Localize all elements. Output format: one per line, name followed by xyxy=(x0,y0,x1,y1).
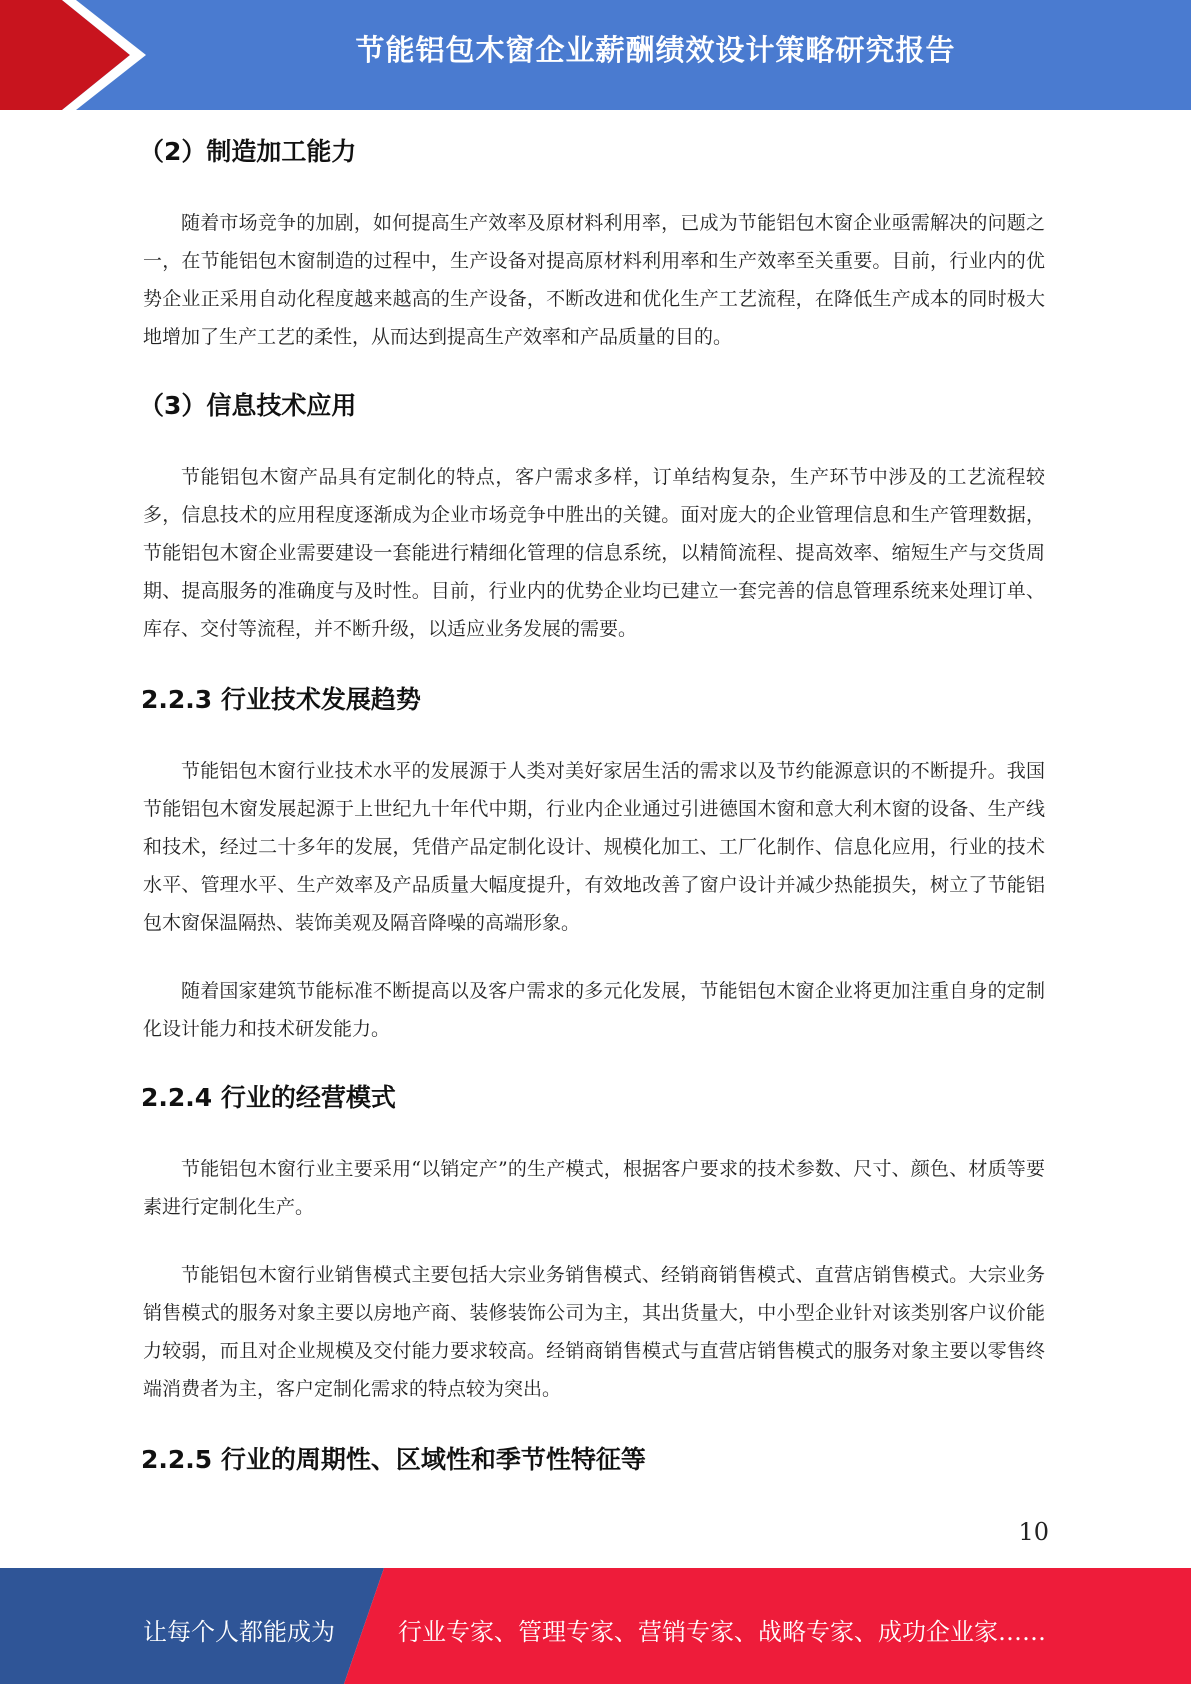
body-paragraph: 节能铝包木窗行业销售模式主要包括大宗业务销售模式、经销商销售模式、直营店销售模式。大宗业务销售模式的服务对象主要以房地产商、装修装饰公司为主，其出货量大，中小型企业针对该类别客户议价能力较弱，而且对企业规模及交付能力要求较高。经销商销售模式与直营店销售模式的服务对象主要以零售终端消费者为主，客户定制化需求的特点较为突出。 xyxy=(143,1264,1045,1400)
page-number: 10 xyxy=(1018,1518,1049,1546)
body-paragraph: 随着市场竞争的加剧，如何提高生产效率及原材料利用率，已成为节能铝包木窗企业亟需解决的问题之一，在节能铝包木窗制造的过程中，生产设备对提高原材料利用率和生产效率至关重要。目前，行业内的优势企业正采用自动化程度越来越高的生产设备，不断改进和优化生产工艺流程，在降低生产成本的同时极大地增加了生产工艺的柔性，从而达到提高生产效率和产品质量的目的。 xyxy=(143,212,1045,348)
section-heading: 2.2.5 行业的周期性、区域性和季节性特征等 xyxy=(141,1445,646,1474)
body-paragraph: 节能铝包木窗产品具有定制化的特点，客户需求多样，订单结构复杂，生产环节中涉及的工艺流程较多，信息技术的应用程度逐渐成为企业市场竞争中胜出的关键。面对庞大的企业管理信息和生产管理数据，节能铝包木窗企业需要建设一套能进行精细化管理的信息系统，以精简流程、提高效率、缩短生产与交货周期、提高服务的准确度与及时性。目前，行业内的优势企业均已建立一套完善的信息管理系统来处理订单、库存、交付等流程，并不断升级，以适应业务发展的需要。 xyxy=(143,466,1045,640)
body-paragraph: 节能铝包木窗行业主要采用“以销定产”的生产模式，根据客户要求的技术参数、尺寸、颜色、材质等要素进行定制化生产。 xyxy=(143,1158,1045,1218)
section-heading: 2.2.4 行业的经营模式 xyxy=(141,1083,396,1112)
section-heading: 2.2.3 行业技术发展趋势 xyxy=(141,685,421,714)
header-arrow-decoration xyxy=(0,0,160,110)
footer-slogan-left: 让每个人都能成为 xyxy=(143,1618,335,1646)
header-red-arrow xyxy=(0,0,130,110)
page-header xyxy=(0,0,1191,110)
section-heading: （2）制造加工能力 xyxy=(139,137,357,166)
footer-slogan-right: 行业专家、管理专家、营销专家、战略专家、成功企业家…… xyxy=(398,1618,1046,1646)
body-paragraph: 随着国家建筑节能标准不断提高以及客户需求的多元化发展，节能铝包木窗企业将更加注重自身的定制化设计能力和技术研发能力。 xyxy=(143,980,1045,1040)
body-paragraph: 节能铝包木窗行业技术水平的发展源于人类对美好家居生活的需求以及节约能源意识的不断提升。我国节能铝包木窗发展起源于上世纪九十年代中期，行业内企业通过引进德国木窗和意大利木窗的设备、生产线和技术，经过二十多年的发展，凭借产品定制化设计、规模化加工、工厂化制作、信息化应用，行业的技术水平、管理水平、生产效率及产品质量大幅度提升，有效地改善了窗户设计并减少热能损失，树立了节能铝包木窗保温隔热、装饰美观及隔音降噪的高端形象。 xyxy=(143,760,1045,934)
report-title: 节能铝包木窗企业薪酬绩效设计策略研究报告 xyxy=(355,33,956,67)
page-footer xyxy=(0,1568,1191,1684)
section-heading: （3）信息技术应用 xyxy=(139,391,357,420)
